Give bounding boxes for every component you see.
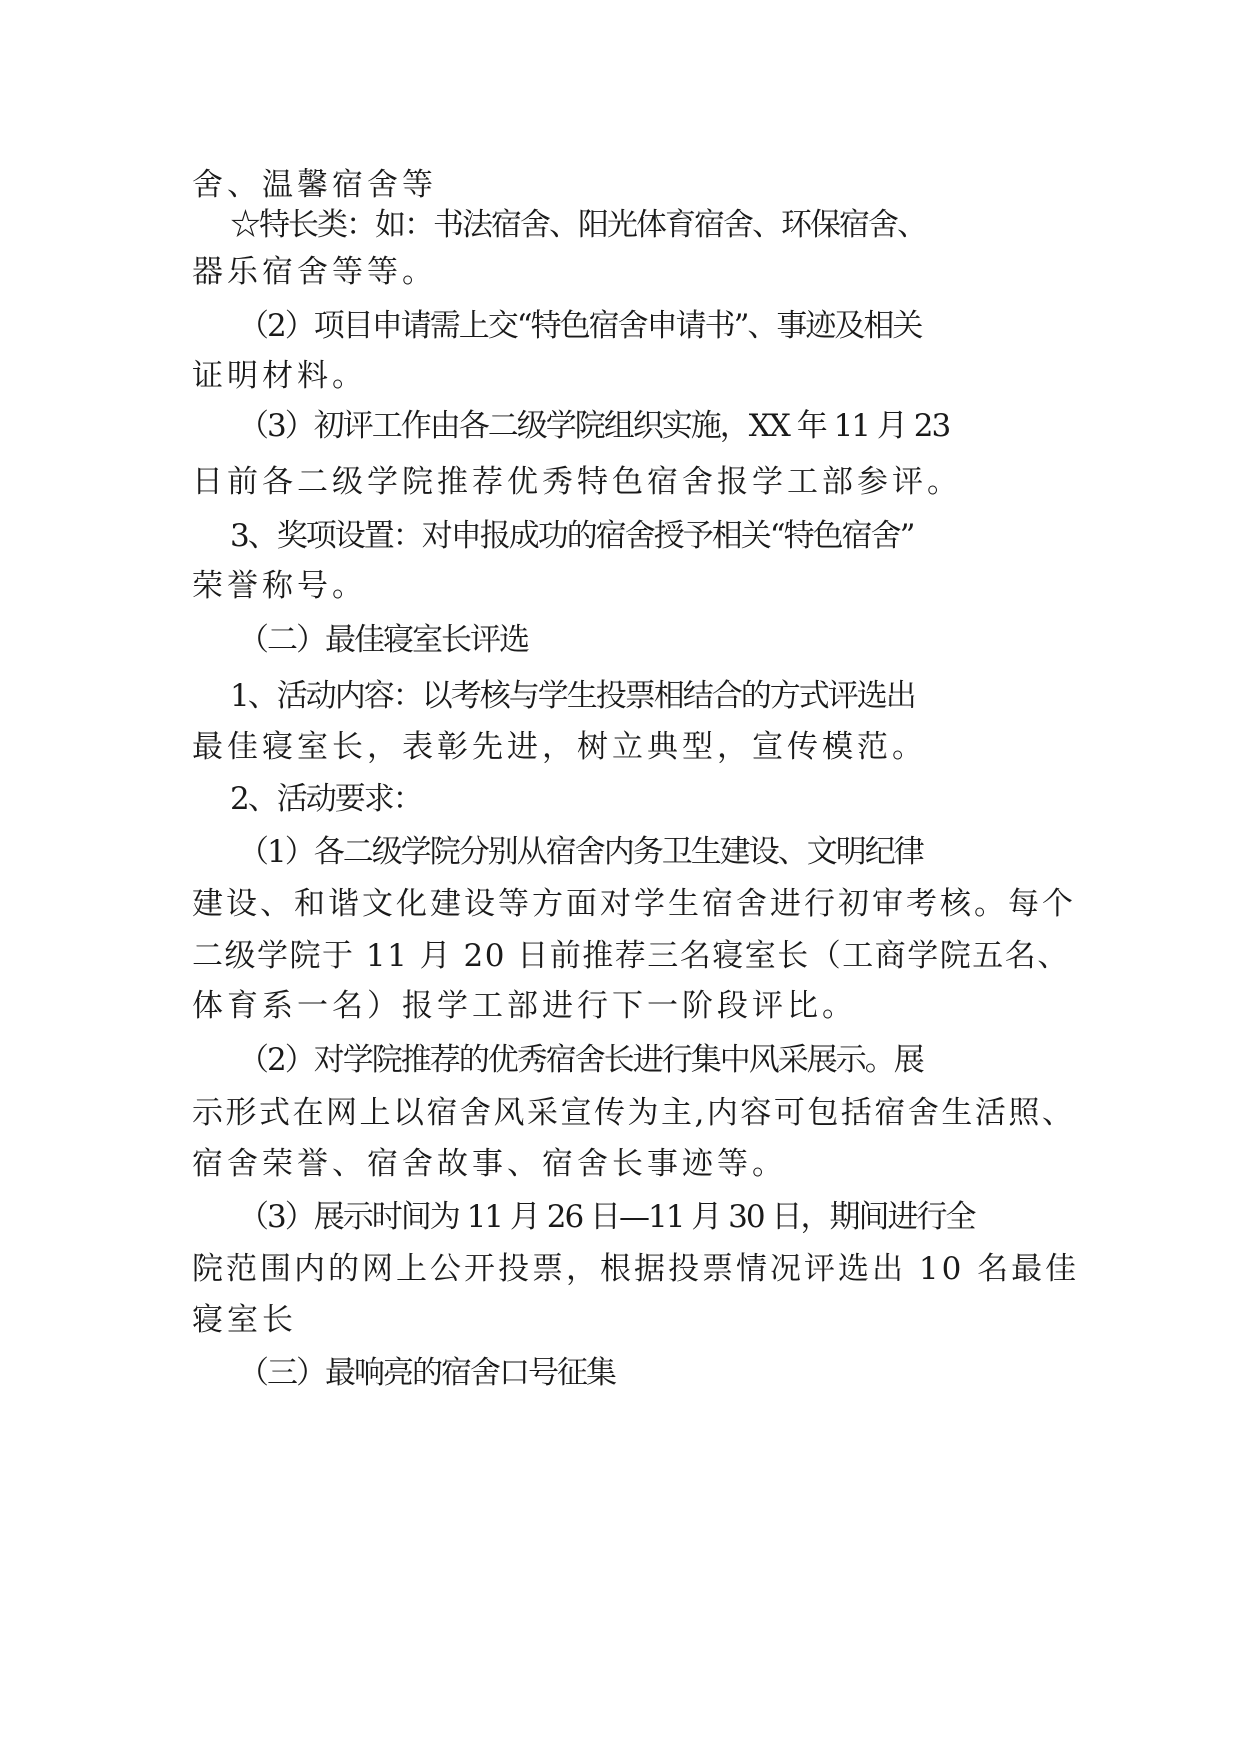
text-line: 院范围内的网上公开投票，根据投票情况评选出 10 名最佳 — [192, 1251, 1080, 1287]
section-heading: （三）最响亮的宿舍口号征集 — [238, 1355, 615, 1391]
text-line: 最佳寝室长，表彰先进，树立典型，宣传模范。 — [192, 729, 927, 765]
text-line: 寝室长 — [192, 1302, 297, 1338]
text-line: 2、活动要求： — [230, 781, 422, 817]
text-line: 舍、温馨宿舍等 — [192, 167, 437, 203]
text-line: （3）初评工作由各二级学院组织实施，XX 年 11 月 23 — [238, 408, 950, 444]
text-line: 示形式在网上以宿舍风采宣传为主,内容可包括宿舍生活照、 — [192, 1095, 1076, 1131]
text-line: 3、奖项设置：对申报成功的宿舍授予相关“特色宿舍” — [230, 518, 914, 554]
text-line: 宿舍荣誉、宿舍故事、宿舍长事迹等。 — [192, 1146, 787, 1182]
text-line: （1）各二级学院分别从宿舍内务卫生建设、文明纪律 — [238, 834, 923, 870]
text-line: ☆特长类：如：书法宿舍、阳光体育宿舍、环保宿舍、 — [230, 207, 926, 243]
text-line: （2）项目申请需上交“特色宿舍申请书”、事迹及相关 — [238, 308, 922, 344]
text-line: （3）展示时间为 11 月 26 日—11 月 30 日，期间进行全 — [238, 1199, 975, 1235]
text-line: 日前各二级学院推荐优秀特色宿舍报学工部参评。 — [192, 464, 962, 500]
text-line: 证明材料。 — [192, 358, 367, 394]
text-line: 体育系一名）报学工部进行下一阶段评比。 — [192, 988, 857, 1024]
text-line: 建设、和谐文化建设等方面对学生宿舍进行初审考核。每个 — [192, 886, 1076, 922]
section-heading: （二）最佳寝室长评选 — [238, 622, 528, 658]
text-line: 荣誉称号。 — [192, 568, 367, 604]
text-line: 1、活动内容：以考核与学生投票相结合的方式评选出 — [230, 678, 915, 714]
text-line: （2）对学院推荐的优秀宿舍长进行集中风采展示。展 — [238, 1042, 923, 1078]
text-line: 器乐宿舍等等。 — [192, 254, 437, 290]
text-line: 二级学院于 11 月 20 日前推荐三名寝室长（工商学院五名、 — [192, 938, 1070, 974]
